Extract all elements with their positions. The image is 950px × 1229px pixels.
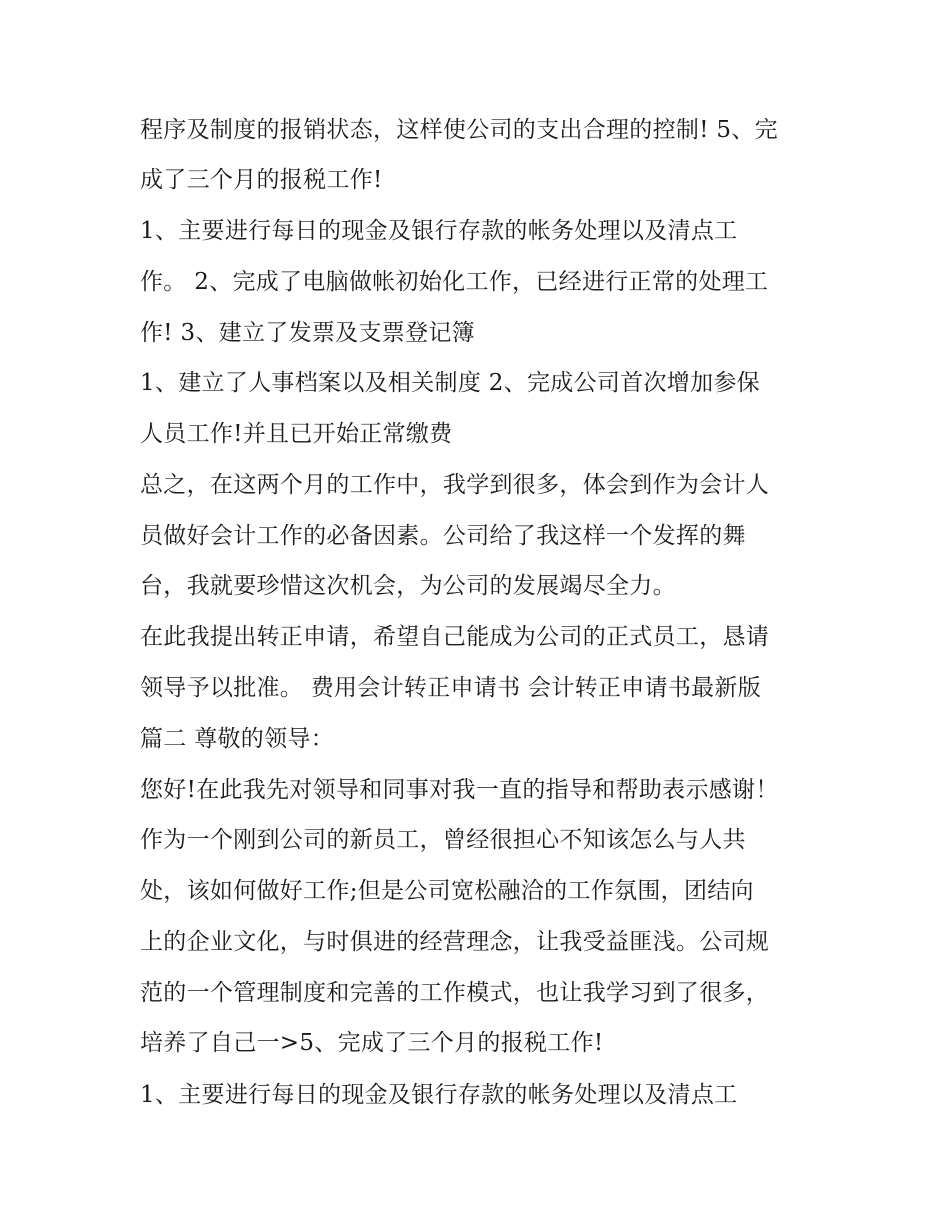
text-line: 作。 2、完成了电脑做帐初始化工作，已经进行正常的处理工 — [140, 269, 769, 295]
text-line: 作为一个刚到公司的新员工，曾经很担心不知该怎么与人共 — [140, 827, 746, 853]
text-line: 1、建立了人事档案以及相关制度 2、完成公司首次增加参保 — [140, 370, 760, 396]
text-line: 培养了自己一>5、完成了三个月的报税工作! — [140, 1030, 604, 1056]
text-line: 在此我提出转正申请，希望自己能成为公司的正式员工，恳请 — [140, 624, 770, 650]
text-line: 员做好会计工作的必备因素。公司给了我这样一个发挥的舞 — [140, 523, 746, 549]
text-line: 1、主要进行每日的现金及银行存款的帐务处理以及清点工 — [140, 218, 738, 244]
text-line: 范的一个管理制度和完善的工作模式，也让我学习到了很多， — [140, 980, 770, 1006]
text-line: 成了三个月的报税工作! — [140, 167, 383, 193]
text-line: 您好!在此我先对领导和同事对我一直的指导和帮助表示感谢！ — [140, 777, 779, 803]
text-line: 总之，在这两个月的工作中，我学到很多，体会到作为会计人 — [140, 472, 770, 498]
text-line: 人员工作!并且已开始正常缴费 — [140, 421, 453, 447]
text-line: 处，该如何做好工作;但是公司宽松融洽的工作氛围，团结向 — [140, 878, 754, 904]
text-line: 上的企业文化，与时俱进的经营理念，让我受益匪浅。公司规 — [140, 929, 770, 955]
text-line: 台，我就要珍惜这次机会，为公司的发展竭尽全力。 — [140, 573, 676, 599]
text-line: 程序及制度的报销状态，这样使公司的支出合理的控制! 5、完 — [140, 117, 778, 143]
text-line: 作! 3、建立了发票及支票登记簿 — [140, 320, 475, 346]
text-line: 1、主要进行每日的现金及银行存款的帐务处理以及清点工 — [140, 1082, 738, 1108]
text-line: 领导予以批准。 费用会计转正申请书 会计转正申请书最新版 — [140, 675, 762, 701]
text-line: 篇二 尊敬的领导： — [140, 726, 335, 752]
